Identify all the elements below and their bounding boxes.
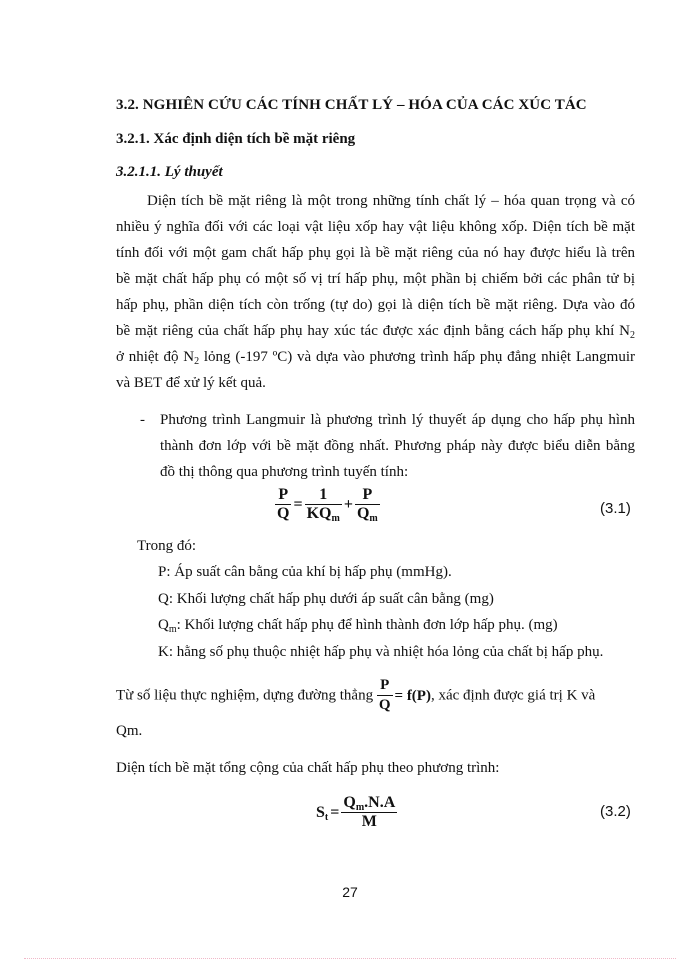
fraction-1-over-kqm: $\frac{1}{KQ_m}$ [306,486,340,524]
fraction-p-over-q-inline: $\frac{P}{Q}$ [378,677,391,714]
equation-total-surface-area [316,795,397,830]
definition-item: Q: Khối lượng chất hấp phụ dưới áp suất cân bằng (mg) [158,591,494,607]
subsection-heading: 3.2.1. Xác định diện tích bề mặt riêng [116,131,356,147]
fraction-p-over-q: $\frac{P}{Q}$ [277,486,290,522]
paragraph-line [116,322,635,340]
paragraph-experimental: Từ số liệu thực nghiệm, dựng đường thẳng $\frac{P}{Q}$ = f(P), xác định được giá trị K và [116,677,596,714]
paragraph-line: hấp phụ, phần diện tích còn trống (tự do) gọi là diện tích bề mặt riêng. Dựa vào đó [116,297,635,313]
paragraph-line [116,348,635,366]
section-heading: 3.2. NGHIÊN CỨU CÁC TÍNH CHẤT LÝ – HÓA CỦA CÁC XÚC TÁC [116,97,587,113]
paragraph-surface-area: Diện tích bề mặt tổng cộng của chất hấp phụ theo phương trình: [116,760,500,776]
equation-langmuir [275,487,380,522]
definition-item: P: Áp suất cân bằng của khí bị hấp phụ (mmHg). [158,564,452,580]
paragraph-line: nhiều ý nghĩa đối với các loại vật liệu xốp hay vật liệu không xốp. Diện tích bề mặt [116,219,635,235]
equals-sign: = [293,495,303,513]
plus-sign: + [343,495,353,513]
paragraph-line: và BET để xử lý kết quả. [116,375,266,391]
lhs-st: $S_t$ [316,803,329,823]
definition-item: K: hằng số phụ thuộc nhiệt hấp phụ và nhiệt hóa lỏng của chất bị hấp phụ. [158,644,604,660]
paragraph-text: ở nhiệt độ N [116,349,195,365]
page-number: 27 [342,884,358,900]
fraction-p-over-qm: $\frac{P}{Q_m}$ [356,486,378,524]
equation-number: (3.1) [600,500,631,517]
paragraph-text: bề mặt riêng của chất hấp phụ hay xúc tác được xác định bằng cách hấp phụ khí N [116,323,630,339]
subscript: 2 [630,330,635,341]
page-boundary-divider [24,958,676,959]
subsubsection-heading: 3.2.1.1. Lý thuyết [116,164,223,180]
paragraph-text: lỏng (-197 ºC) và dựa vào phương trình hấp phụ đẳng nhiệt Langmuir [199,349,636,365]
subscript: 2 [194,356,200,367]
bullet-line: đồ thị thông qua phương trình tuyến tính: [160,464,409,480]
fraction-qmna-over-m: $\frac{Q_m.N.A}{M}$ [343,794,396,830]
paragraph-line: Diện tích bề mặt riêng là một trong những tính chất lý – hóa quan trọng và có [147,193,635,209]
where-label: Trong đó: [137,538,197,554]
paragraph-line: tính đối với một gam chất hấp phụ gọi là bề mặt riêng của nó hay được hiểu là trên [116,245,635,261]
equals-sign: = [330,803,340,821]
definition-item: $Q_m$: Khối lượng chất hấp phụ để hình thành đơn lớp hấp phụ. (mg) [158,617,558,635]
paragraph-line: Qm. [116,723,143,739]
bullet-line: thành đơn lớp với bề mặt đồng nhất. Phương pháp này được biểu diễn bằng [160,438,635,454]
equation-number: (3.2) [600,803,631,820]
paragraph-line: bề mặt chất hấp phụ có một số vị trí hấp phụ, một phần bị chiếm bởi các phân tử bị [116,271,635,287]
bullet-marker: - [140,412,145,428]
bullet-line: Phương trình Langmuir là phương trình lý thuyết áp dụng cho hấp phụ hình [160,412,635,428]
